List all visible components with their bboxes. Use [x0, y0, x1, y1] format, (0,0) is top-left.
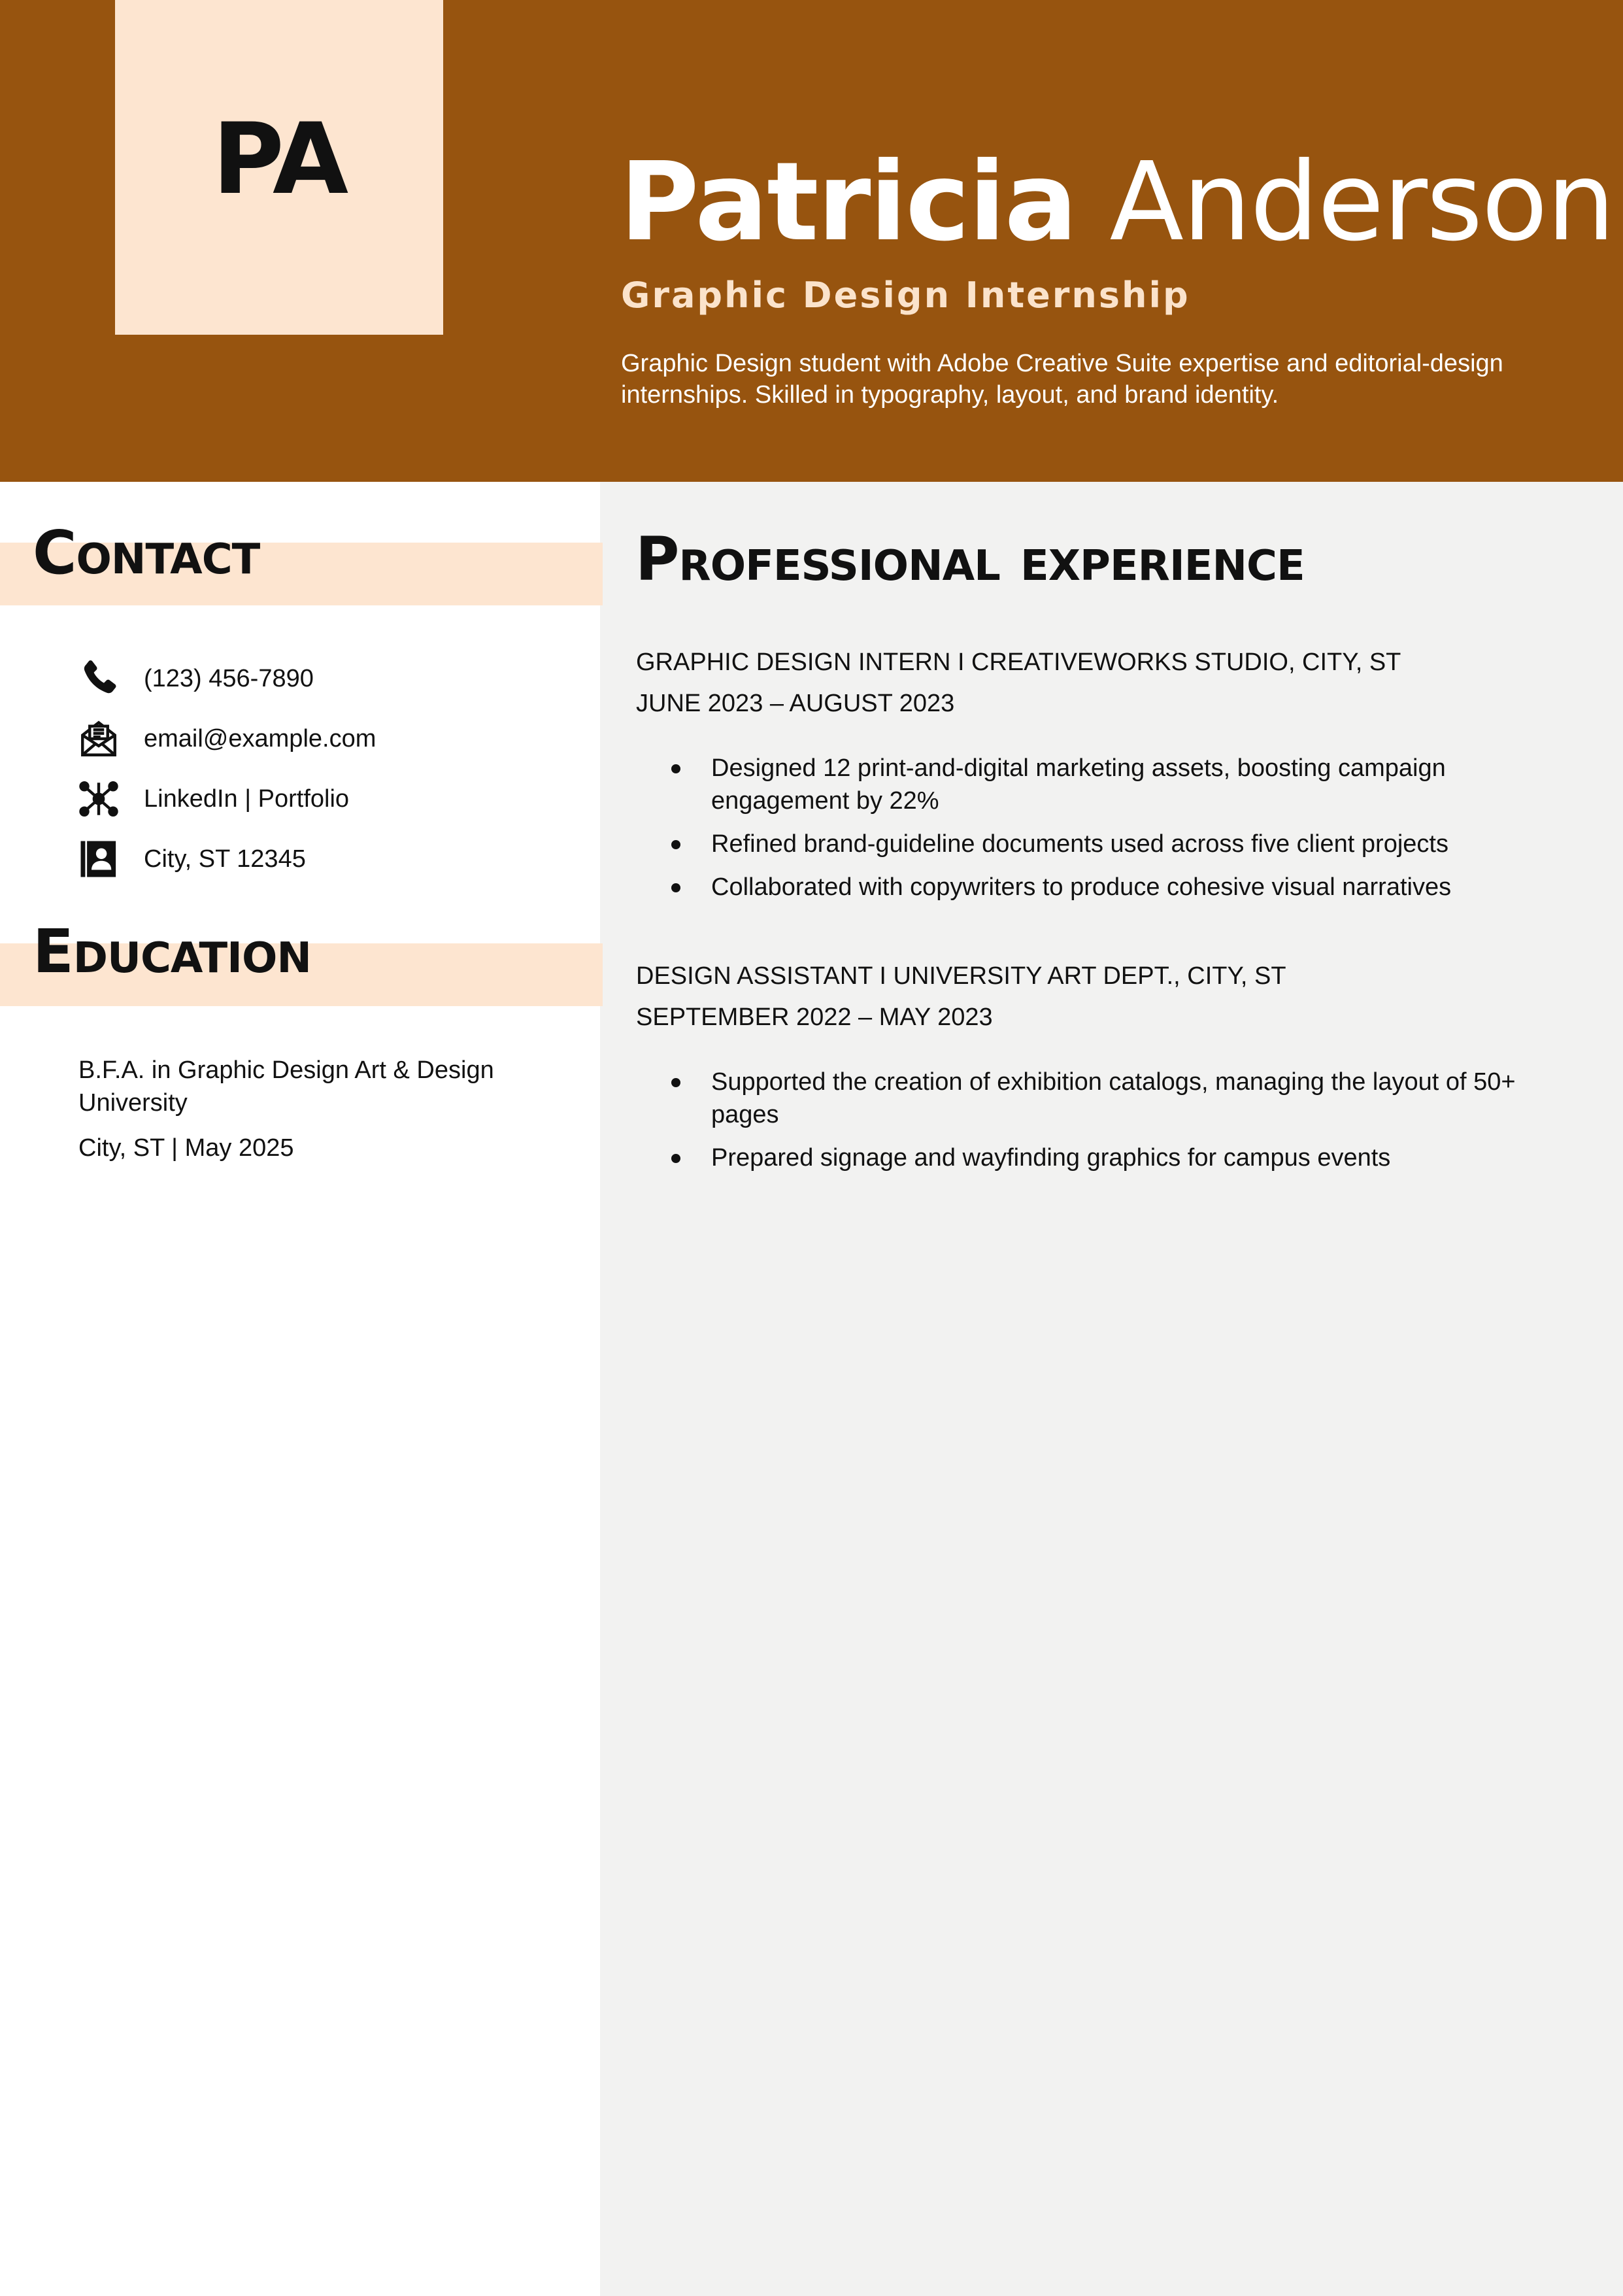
education-details: City, ST | May 2025 — [78, 1134, 294, 1162]
email-text[interactable]: email@example.com — [144, 724, 376, 752]
job-1-bullet-2: Refined brand-guideline documents used across five client projects — [670, 828, 1572, 860]
contact-heading: Contact — [33, 518, 260, 588]
contact-item-phone — [76, 656, 314, 701]
education-heading: Education — [33, 917, 311, 987]
job-1-title: GRAPHIC DESIGN INTERN I CREATIVEWORKS STUDIO, CITY, ST — [636, 649, 1401, 676]
contact-item-links — [76, 776, 350, 822]
last-name: Anderson — [1109, 139, 1615, 265]
job-1-dates: JUNE 2023 – AUGUST 2023 — [636, 690, 955, 717]
job-1-bullet-1: Designed 12 print-and-digital marketing assets, boosting campaign engagement by 22% — [670, 752, 1572, 817]
job-2-bullet-1: Supported the creation of exhibition catalogs, managing the layout of 50+ pages — [670, 1066, 1572, 1131]
phone-text[interactable]: (123) 456-7890 — [144, 664, 314, 692]
address-text: City, ST 12345 — [144, 845, 306, 873]
job-title: Graphic Design Internship — [621, 275, 1190, 316]
network-icon — [76, 776, 122, 822]
envelope-icon — [76, 716, 122, 762]
job-1-bullet-3: Collaborated with copywriters to produce cohesive visual narratives — [670, 871, 1572, 903]
job-1-bullets — [670, 752, 1572, 914]
links-text[interactable]: LinkedIn | Portfolio — [144, 785, 350, 813]
header-banner — [0, 0, 1623, 482]
job-2-bullet-2: Prepared signage and wayfinding graphics for campus events — [670, 1141, 1572, 1174]
contact-item-address — [76, 836, 306, 882]
first-name: Patricia — [620, 139, 1077, 265]
education-degree: B.F.A. in Graphic Design Art & Design University — [78, 1056, 494, 1117]
job-2-title: DESIGN ASSISTANT I UNIVERSITY ART DEPT., CITY, ST — [636, 962, 1286, 990]
phone-icon — [76, 656, 122, 701]
address-book-icon — [76, 836, 122, 882]
job-2-bullets — [670, 1066, 1572, 1185]
contact-item-email — [76, 716, 376, 762]
experience-heading: Professional experience — [635, 524, 1305, 594]
monogram: PA — [212, 103, 346, 216]
summary: Graphic Design student with Adobe Creative Suite expertise and editorial-design internships. Skilled in typography, layout, and brand identity. — [621, 350, 1503, 409]
full-name — [620, 137, 1614, 268]
monogram-box — [115, 0, 443, 335]
job-2-dates: SEPTEMBER 2022 – MAY 2023 — [636, 1004, 993, 1031]
